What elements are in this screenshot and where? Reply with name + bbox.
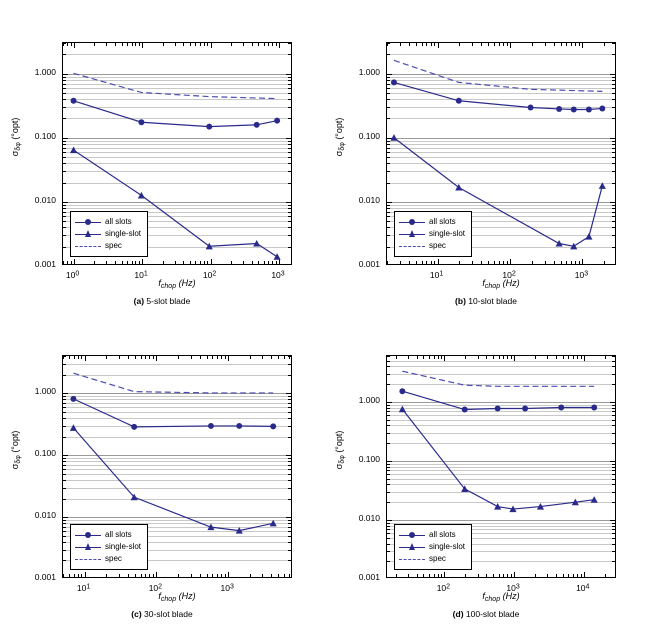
dashed-line-icon [399, 553, 425, 565]
legend-label: all slots [105, 530, 132, 539]
y-axis-title: $\sigma_{\delta\varphi}$ (°opt) [10, 117, 22, 157]
legend-label: single-slot [105, 542, 142, 551]
data-point [70, 424, 77, 431]
legend-item [75, 240, 141, 252]
legend-label: spec [429, 241, 446, 250]
legend-item [75, 541, 141, 553]
legend-item [399, 228, 465, 240]
chart-panel-c [0, 313, 324, 626]
legend-item [399, 541, 465, 553]
legend-item [399, 553, 465, 565]
data-point [391, 79, 397, 85]
y-axis-tick-label: 0.010 [358, 512, 380, 523]
data-point [591, 496, 598, 503]
y-axis-title: $\sigma_{\delta\varphi}$ (°opt) [334, 430, 346, 470]
x-axis-tick-label: $10^1$ [76, 583, 91, 593]
data-point [528, 105, 534, 111]
y-axis-tick-label: 0.010 [34, 510, 56, 521]
legend-a [70, 211, 148, 257]
y-axis-title: $\sigma_{\delta\varphi}$ (°opt) [10, 430, 22, 470]
data-point [236, 423, 242, 429]
panel-caption-text: 100-slot blade [465, 609, 520, 619]
legend-item [75, 216, 141, 228]
data-point [522, 406, 528, 412]
dashed-line-icon [75, 553, 101, 565]
y-axis-tick-label: 1.000 [34, 66, 56, 77]
plot-area-d [386, 355, 616, 578]
chart-panel-a [0, 0, 324, 313]
y-axis-tick-label: 1.000 [358, 394, 380, 405]
panel-caption-d [324, 609, 648, 619]
x-axis-tick-label: $10^2$ [502, 270, 516, 280]
legend-label: all slots [429, 530, 456, 539]
legend-label: single-slot [429, 229, 466, 238]
series-line-all-slots [74, 101, 278, 127]
y-axis-tick-label: 1.000 [358, 66, 380, 77]
y-axis-tick-label: 0.001 [34, 572, 56, 582]
data-point [586, 106, 592, 112]
data-point [254, 122, 260, 128]
data-point [558, 405, 564, 411]
y-axis-tick-label: 0.100 [34, 130, 56, 141]
legend-item [75, 228, 141, 240]
legend-label: spec [429, 554, 446, 563]
y-axis-title: $\sigma_{\delta\varphi}$ (°opt) [334, 117, 346, 157]
panel-caption-label: (c) [131, 609, 142, 619]
triangle-marker-icon [75, 228, 101, 240]
data-point [71, 98, 77, 104]
circle-marker-icon [75, 216, 101, 228]
legend-item [75, 553, 141, 565]
x-axis-title: $f_{chop}$ (Hz) [158, 278, 196, 290]
series-line-spec [394, 60, 602, 91]
plot-area-a [62, 42, 292, 265]
x-axis-tick-label: $10^4$ [576, 583, 590, 593]
dashed-line-icon [75, 240, 101, 252]
series-line-single-slot [402, 409, 594, 509]
legend-item [75, 529, 141, 541]
data-point [591, 405, 597, 411]
panel-caption-a [0, 296, 324, 306]
x-axis-title: $f_{chop}$ (Hz) [158, 591, 196, 603]
x-axis-tick-label: $10^3$ [574, 270, 589, 280]
panel-caption-label: (b) [455, 296, 466, 306]
panel-caption-text: 30-slot blade [144, 609, 193, 619]
series-line-spec [402, 371, 594, 386]
legend-label: single-slot [105, 229, 142, 238]
legend-item [399, 529, 465, 541]
legend-item [399, 240, 465, 252]
panel-caption-label: (a) [133, 296, 145, 306]
legend-label: spec [105, 241, 122, 250]
panel-caption-text: 10-slot blade [468, 296, 517, 306]
legend-label: single-slot [429, 542, 466, 551]
legend-label: all slots [105, 217, 132, 226]
panel-caption-text: 5-slot blade [146, 296, 191, 306]
data-point [599, 105, 605, 111]
triangle-marker-icon [399, 228, 425, 240]
data-point [456, 98, 462, 104]
data-point [399, 406, 406, 413]
x-axis-title: $f_{chop}$ (Hz) [482, 591, 520, 603]
data-point [270, 520, 277, 527]
circle-marker-icon [75, 529, 101, 541]
data-point [556, 106, 562, 112]
data-point [495, 406, 501, 412]
plot-area-b [386, 42, 616, 265]
legend-d [394, 524, 472, 570]
y-axis-tick-label: 0.001 [34, 259, 56, 269]
data-point [206, 124, 212, 130]
data-point [390, 134, 397, 141]
dashed-line-icon [399, 240, 425, 252]
data-point [274, 118, 280, 124]
x-axis-tick-label: $10^3$ [506, 583, 520, 593]
data-point [70, 396, 76, 402]
data-point [274, 253, 281, 260]
legend-b [394, 211, 472, 257]
series-line-all-slots [73, 399, 273, 427]
chart-panel-b [324, 0, 648, 313]
plot-area-c [62, 355, 292, 578]
legend-c [70, 524, 148, 570]
data-point [70, 147, 77, 154]
chart-panel-d [324, 313, 648, 626]
circle-marker-icon [399, 216, 425, 228]
series-line-spec [73, 373, 273, 393]
data-point [270, 423, 276, 429]
data-point [494, 503, 501, 510]
y-axis-tick-label: 1.000 [34, 386, 56, 397]
x-axis-tick-label: $10^1$ [134, 270, 148, 280]
x-axis-tick-label: $10^3$ [271, 270, 285, 280]
x-axis-tick-label: $10^2$ [148, 583, 163, 593]
series-line-spec [74, 73, 278, 98]
legend-label: all slots [429, 217, 456, 226]
data-point [131, 424, 137, 430]
x-axis-tick-label: $10^2$ [202, 270, 217, 280]
data-point [556, 240, 563, 247]
x-axis-title: $f_{chop}$ (Hz) [482, 278, 520, 290]
data-point [599, 182, 606, 189]
y-axis-tick-label: 0.100 [358, 453, 380, 464]
data-point [208, 423, 214, 429]
y-axis-tick-label: 0.001 [358, 259, 380, 269]
data-point [462, 407, 468, 413]
y-axis-tick-label: 0.010 [358, 194, 380, 205]
triangle-marker-icon [75, 541, 101, 553]
legend-item [399, 216, 465, 228]
y-axis-tick-label: 0.010 [34, 194, 56, 205]
data-point [138, 119, 144, 125]
y-axis-tick-label: 0.100 [34, 448, 56, 459]
y-axis-tick-label: 0.001 [358, 572, 380, 582]
data-point [585, 233, 592, 240]
legend-label: spec [105, 554, 122, 563]
data-point [399, 388, 405, 394]
x-axis-tick-label: $10^2$ [436, 583, 451, 593]
data-point [138, 192, 145, 199]
triangle-marker-icon [399, 541, 425, 553]
x-axis-tick-label: $10^0$ [65, 270, 80, 280]
panel-caption-label: (d) [452, 609, 464, 619]
x-axis-tick-label: $10^1$ [429, 270, 444, 280]
data-point [571, 106, 577, 112]
y-axis-tick-label: 0.100 [358, 130, 380, 141]
panel-caption-b [324, 296, 648, 306]
panel-caption-c [0, 609, 324, 619]
x-axis-tick-label: $10^3$ [220, 583, 234, 593]
circle-marker-icon [399, 529, 425, 541]
series-line-single-slot [73, 428, 273, 531]
